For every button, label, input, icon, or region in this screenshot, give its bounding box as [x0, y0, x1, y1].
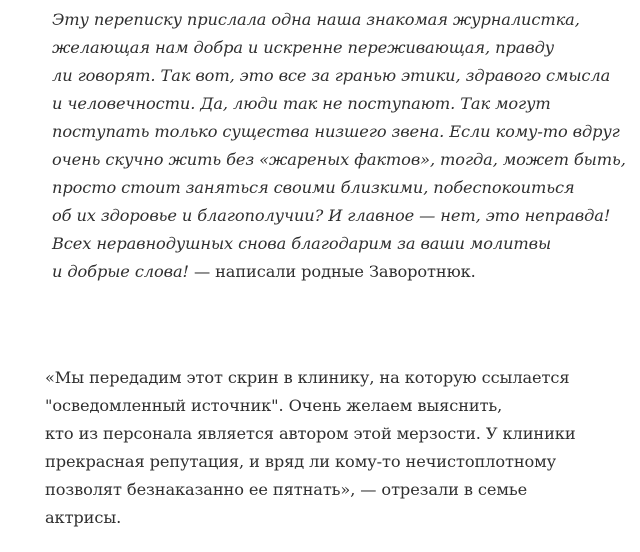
italic-text: очень скучно жить без «жареных фактов», тогда, может быть, [52, 150, 626, 169]
text-line [52, 146, 637, 174]
statement-paragraph [45, 364, 635, 532]
text-line [52, 174, 637, 202]
text-line [45, 364, 635, 392]
italic-text: Всех неравнодушных снова благодарим за ваши молитвы [52, 234, 552, 253]
text-line [52, 90, 637, 118]
italic-text: желающая нам добра и искренне переживающая, правду [52, 38, 555, 57]
italic-text: об их здоровье и благополучии? И главное — нет, это неправда! [52, 206, 611, 225]
text-line [45, 420, 635, 448]
roman-text: актрисы. [45, 508, 122, 527]
italic-text: ли говорят. Так вот, это все за гранью этики, здравого смысла [52, 66, 611, 85]
italic-text: просто стоит заняться своими близкими, побеспокоиться [52, 178, 575, 197]
italic-text: поступать только существа низшего звена. Если кому-то вдруг [52, 122, 620, 141]
text-line [52, 62, 637, 90]
text-line [52, 6, 637, 34]
roman-text: прекрасная репутация, и вряд ли кому-то нечистоплотному [45, 452, 557, 471]
text-line [52, 118, 637, 146]
text-line [52, 202, 637, 230]
text-line [45, 504, 635, 532]
text-line [52, 34, 637, 62]
italic-text: Эту переписку прислала одна наша знакомая журналистка, [52, 10, 580, 29]
roman-text: — написали родные Заворотнюк. [188, 262, 476, 281]
text-line [45, 392, 635, 420]
roman-text: «Мы передадим этот скрин в клинику, на которую ссылается [45, 368, 570, 387]
roman-text: "осведомленный источник". Очень желаем выяснить, [45, 396, 503, 415]
roman-text: позволят безнаказанно ее пятнать», — отрезали в семье [45, 480, 528, 499]
text-line [52, 230, 637, 258]
roman-text: кто из персонала является автором этой мерзости. У клиники [45, 424, 576, 443]
text-line [52, 258, 637, 286]
text-line [45, 476, 635, 504]
italic-text: и человечности. Да, люди так не поступают. Так могут [52, 94, 551, 113]
text-line [45, 448, 635, 476]
quote-paragraph-family [52, 6, 637, 286]
italic-text: и добрые слова! [52, 262, 189, 281]
